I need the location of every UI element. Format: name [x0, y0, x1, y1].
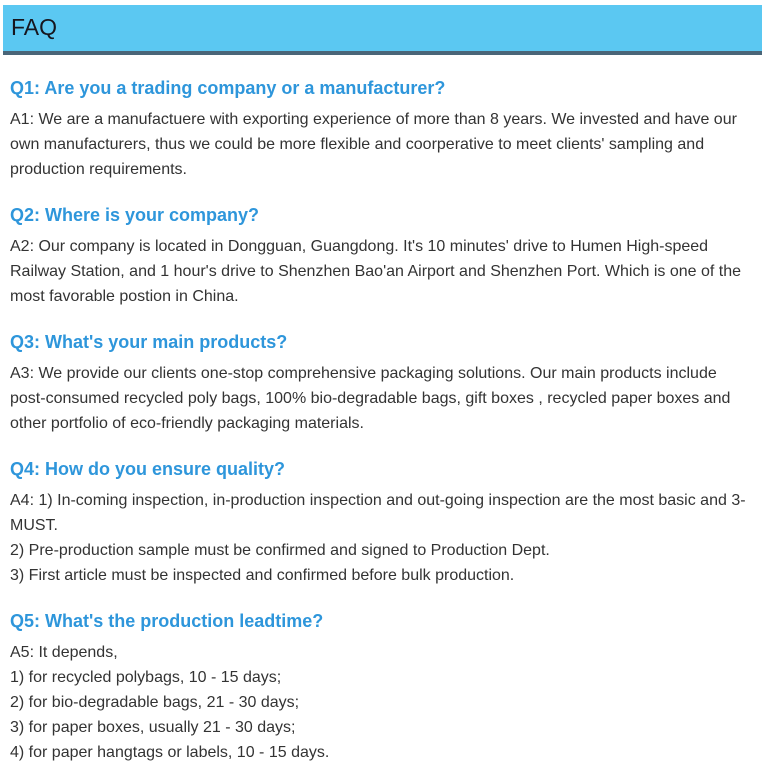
- faq-answer: [10, 488, 753, 588]
- faq-answer: [10, 234, 753, 309]
- faq-question: Q3: What's your main products?: [10, 332, 288, 352]
- faq-question: Q2: Where is your company?: [10, 205, 260, 225]
- faq-item: [10, 458, 753, 588]
- faq-answer-paragraph: A1: We are a manufactuere with exporting experience of more than 8 years. We invested and have our own manufacturers, thus we could be more flexible and coorperative to meet clients' sampling and production requirements.: [10, 111, 737, 178]
- faq-item: [10, 204, 753, 309]
- faq-answer-paragraph: 4) for paper hangtags or labels, 10 - 15 days.: [10, 744, 330, 761]
- faq-answer-paragraph: A4: 1) In-coming inspection, in-production inspection and out-going inspection are the most basic and 3-MUST.: [10, 492, 746, 534]
- faq-page: [0, 5, 765, 771]
- faq-question: Q4: How do you ensure quality?: [10, 459, 286, 479]
- page-title: FAQ: [11, 14, 58, 40]
- faq-answer-paragraph: 3) for paper boxes, usually 21 - 30 days;: [10, 719, 296, 736]
- faq-answer: [10, 361, 753, 436]
- faq-question: Q1: Are you a trading company or a manufacturer?: [10, 78, 446, 98]
- faq-item: [10, 331, 753, 436]
- faq-answer-paragraph: A5: It depends,: [10, 644, 118, 661]
- faq-item: [10, 77, 753, 182]
- faq-answer-paragraph: 2) Pre-production sample must be confirmed and signed to Production Dept.: [10, 542, 550, 559]
- faq-answer: [10, 640, 753, 765]
- faq-answer-paragraph: 2) for bio-degradable bags, 21 - 30 days;: [10, 694, 300, 711]
- faq-answer-paragraph: A3: We provide our clients one-stop comprehensive packaging solutions. Our main products include post-consumed recycled poly bags, 100% bio-degradable bags, gift boxes , recycled paper boxes and other portfolio of eco-friendly packaging materials.: [10, 365, 731, 432]
- faq-header-bar: [3, 5, 762, 55]
- faq-answer-paragraph: 1) for recycled polybags, 10 - 15 days;: [10, 669, 282, 686]
- faq-answer-paragraph: 3) First article must be inspected and confirmed before bulk production.: [10, 567, 515, 584]
- faq-question: Q5: What's the production leadtime?: [10, 611, 324, 631]
- faq-answer-paragraph: A2: Our company is located in Dongguan, Guangdong. It's 10 minutes' drive to Humen High-speed Railway Station, and 1 hour's drive to Shenzhen Bao'an Airport and Shenzhen Port. Which is one of the most favorable postion in China.: [10, 238, 741, 305]
- faq-item: [10, 610, 753, 765]
- faq-answer: [10, 107, 753, 182]
- faq-list: [0, 77, 765, 771]
